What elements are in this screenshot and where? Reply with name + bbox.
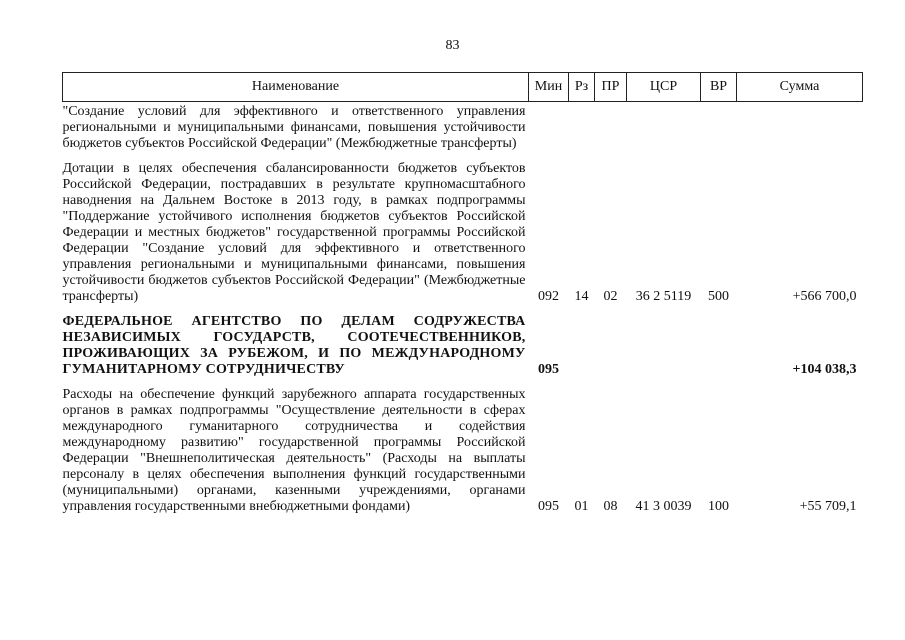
row-pr (595, 102, 627, 153)
row-rz (569, 102, 595, 153)
header-pr: ПР (595, 73, 627, 102)
row-min: 092 (538, 289, 559, 304)
row-sum: +104 038,3 (792, 362, 857, 377)
row-name: "Создание условий для эффективного и ответственного управления региональными и муниципальными финансами, повышения устойчивости бюджетов субъектов Российской Федерации" (Межбюджетные трансферты) (62, 104, 526, 151)
header-csr: ЦСР (627, 73, 701, 102)
table-row (63, 378, 863, 515)
row-name: ФЕДЕРАЛЬНОЕ АГЕНТСТВО ПО ДЕЛАМ СОДРУЖЕСТВА НЕЗАВИСИМЫХ ГОСУДАРСТВ, СООТЕЧЕСТВЕННИКОВ, ПРОЖИВАЮЩИХ ЗА РУБЕЖОМ, И ПО МЕЖДУНАРОДНОМУ ГУМАНИТАРНОМУ СОТРУДНИЧЕСТВУ (62, 314, 526, 377)
row-min (529, 102, 569, 153)
row-vr: 500 (708, 289, 729, 304)
row-csr: 41 3 0039 (635, 499, 692, 514)
row-rz (569, 305, 595, 378)
header-min: Мин (529, 73, 569, 102)
header-rz: Рз (569, 73, 595, 102)
row-rz: 01 (574, 499, 589, 514)
row-vr: 100 (708, 499, 729, 514)
row-min: 095 (538, 362, 559, 377)
row-csr (627, 305, 701, 378)
row-pr: 02 (603, 289, 618, 304)
row-vr (701, 305, 737, 378)
row-min: 095 (538, 499, 559, 514)
row-pr (595, 305, 627, 378)
table-row (63, 102, 863, 153)
header-vr: ВР (701, 73, 737, 102)
row-sum (737, 102, 863, 153)
table-header-row (63, 73, 863, 102)
row-pr: 08 (603, 499, 618, 514)
row-csr: 36 2 5119 (635, 289, 692, 304)
row-csr (627, 102, 701, 153)
header-sum: Сумма (737, 73, 863, 102)
header-name: Наименование (63, 73, 529, 102)
row-vr (701, 102, 737, 153)
budget-table (62, 72, 863, 515)
row-sum: +566 700,0 (792, 289, 857, 304)
table-row-agency (63, 305, 863, 378)
page-number: 83 (445, 38, 460, 53)
row-rz: 14 (574, 289, 589, 304)
row-sum: +55 709,1 (799, 499, 857, 514)
row-name: Расходы на обеспечение функций зарубежного аппарата государственных органов в рамках подпрограммы "Осуществление деятельности в сферах международного гуманитарного сотрудничества и содействия международному развитию" государственной программы Российской Федерации "Внешнеполитическая деятельность" (Расходы на выплаты персоналу в целях обеспечения выполнения функций государственными (муниципальными) органами, казенными учреждениями, органами управления государственными внебюджетными фондами) (62, 387, 526, 514)
table-row (63, 152, 863, 305)
row-name: Дотации в целях обеспечения сбалансированности бюджетов субъектов Российской Федерации, пострадавших в результате крупномасштабного наводнения на Дальнем Востоке в 2013 году, в рамках подпрограммы "Поддержание устойчивого исполнения бюджетов субъектов Российской Федерации и местных бюджетов" государственной программы Российской Федерации "Создание условий для эффективного и ответственного управления региональными и муниципальными финансами, повышения устойчивости бюджетов субъектов Российской Федерации" (Межбюджетные трансферты) (62, 161, 526, 304)
